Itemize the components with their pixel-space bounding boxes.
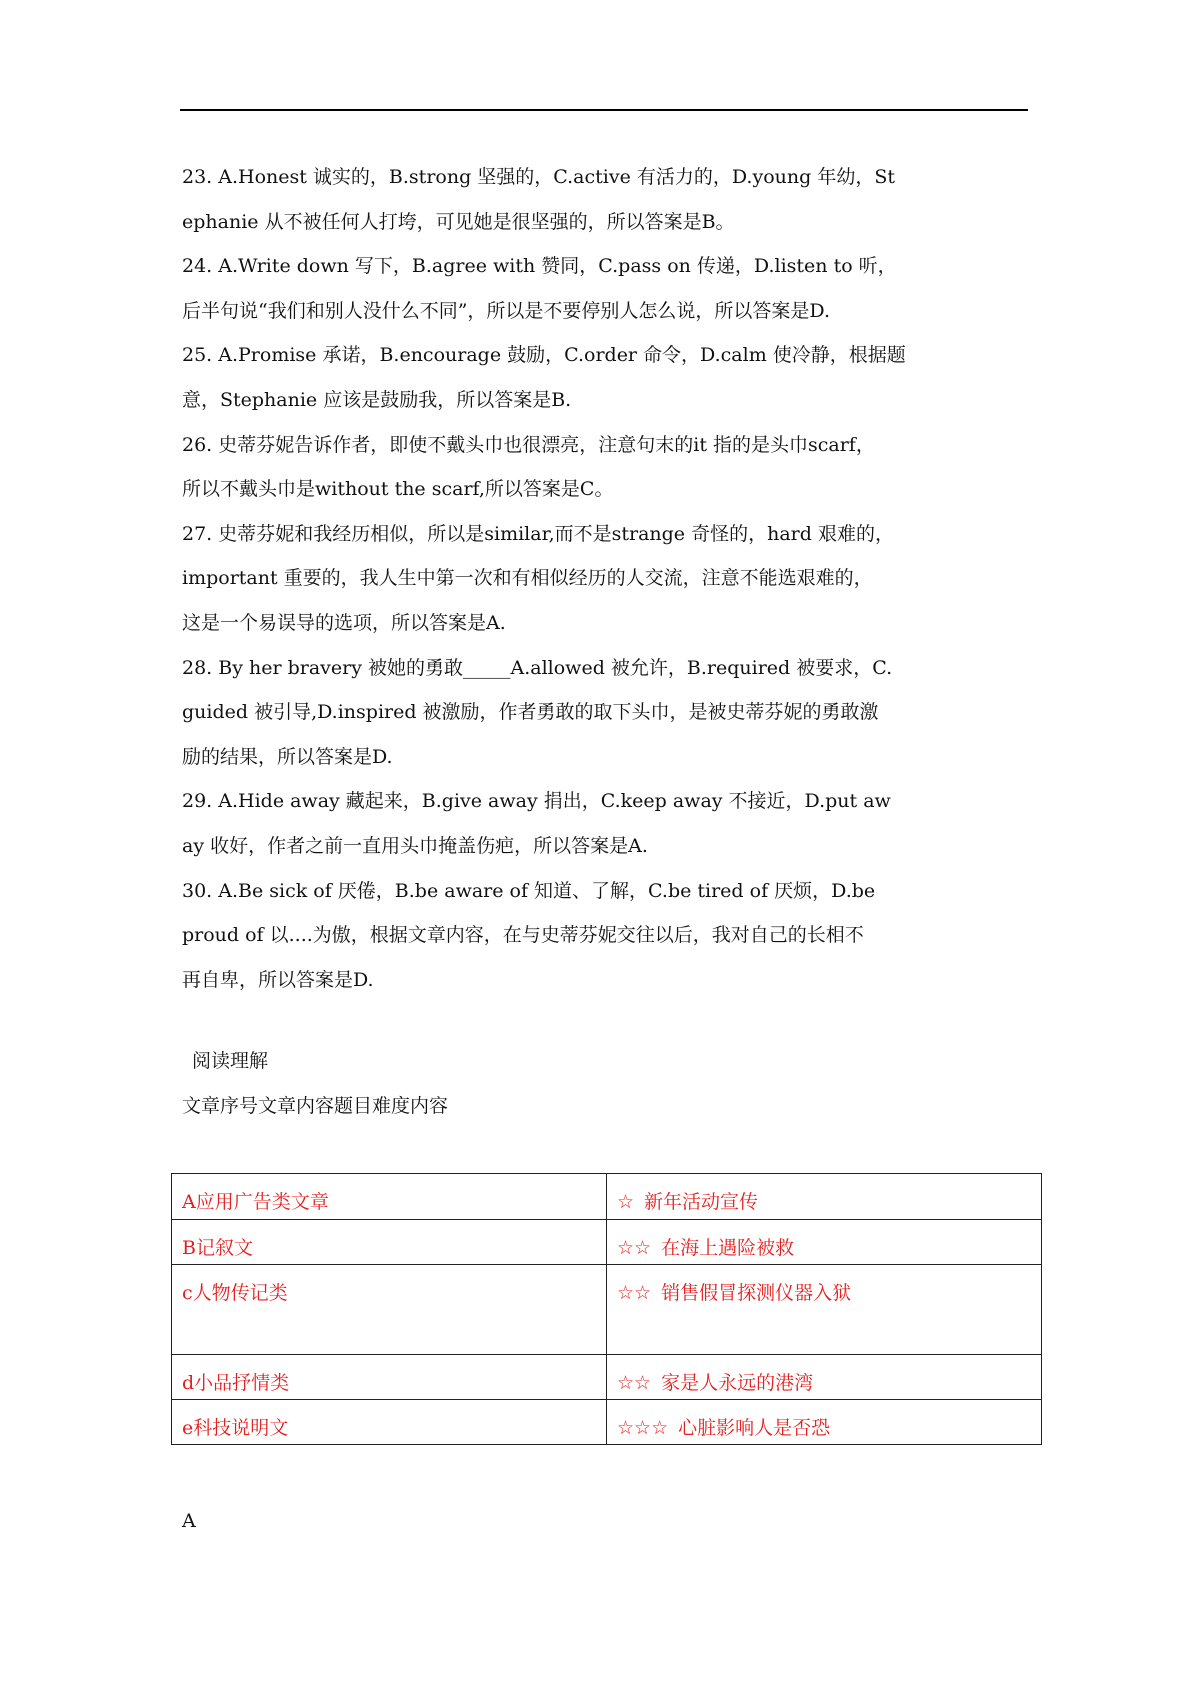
table-row xyxy=(172,1355,1042,1400)
article-content: 家是人永远的港湾 xyxy=(661,1372,814,1394)
answer-line: 所以不戴头巾是without the scarf,所以答案是C。 xyxy=(182,478,614,501)
article-type-cell: A应用广告类文章 xyxy=(172,1174,607,1220)
answer-explanations xyxy=(182,155,942,1002)
answer-line: guided 被引导,D.inspired 被激励，作者勇敢的取下头巾，是被史蒂芬妮的勇敢激 xyxy=(182,701,879,724)
article-type-cell: d小品抒情类 xyxy=(172,1355,607,1400)
article-content: 在海上遇险被救 xyxy=(661,1237,795,1259)
answer-line: 27. 史蒂芬妮和我经历相似，所以是similar,而不是strange 奇怪的，hard 艰难的， xyxy=(182,522,894,545)
difficulty-content-cell xyxy=(607,1355,1042,1400)
passage-label: A xyxy=(182,1510,196,1532)
article-content: 销售假冒探测仪器入狱 xyxy=(661,1282,852,1304)
table-row xyxy=(172,1174,1042,1220)
difficulty-stars: ☆☆ xyxy=(617,1282,652,1304)
table-row xyxy=(172,1265,1042,1355)
answer-line: 28. By her bravery 被她的勇敢_____A.allowed 被允许，B.required 被要求，C. xyxy=(182,656,893,679)
answer-line: 意，Stephanie 应该是鼓励我，所以答案是B. xyxy=(182,388,572,411)
answer-line: 26. 史蒂芬妮告诉作者，即使不戴头巾也很漂亮，注意句末的it 指的是头巾scarf， xyxy=(182,433,875,456)
difficulty-content-cell xyxy=(607,1400,1042,1445)
answer-line: 29. A.Hide away 藏起来，B.give away 捐出，C.keep away 不接近，D.put aw xyxy=(182,790,891,813)
article-table xyxy=(171,1173,1042,1445)
difficulty-content-cell xyxy=(607,1174,1042,1220)
answer-line: important 重要的，我人生中第一次和有相似经历的人交流，注意不能选艰难的， xyxy=(182,567,873,590)
answer-line: proud of 以....为傲，根据文章内容，在与史蒂芬妮交往以后，我对自己的长相不 xyxy=(182,924,864,947)
header-rule xyxy=(180,109,1028,111)
answer-line: 再自卑，所以答案是D. xyxy=(182,968,374,991)
answer-line: 23. A.Honest 诚实的，B.strong 坚强的，C.active 有活力的，D.young 年幼，St xyxy=(182,166,895,188)
answer-line: 25. A.Promise 承诺，B.encourage 鼓励，C.order 命令，D.calm 使冷静，根据题 xyxy=(182,344,906,367)
difficulty-stars: ☆☆ xyxy=(617,1237,652,1259)
article-content: 新年活动宣传 xyxy=(644,1191,759,1213)
table-row xyxy=(172,1220,1042,1265)
difficulty-stars: ☆☆☆ xyxy=(617,1417,669,1439)
difficulty-stars: ☆☆ xyxy=(617,1372,652,1394)
answer-line: 励的结果，所以答案是D. xyxy=(182,745,393,768)
article-type-cell: B记叙文 xyxy=(172,1220,607,1265)
article-type-cell: e科技说明文 xyxy=(172,1400,607,1445)
answer-line: 这是一个易误导的选项，所以答案是A. xyxy=(182,611,506,634)
difficulty-stars: ☆ xyxy=(617,1191,635,1213)
answer-line: ay 收好，作者之前一直用头巾掩盖伤疤，所以答案是A. xyxy=(182,834,648,857)
answer-line: 30. A.Be sick of 厌倦，B.be aware of 知道、了解，C.be tired of 厌烦，D.be xyxy=(182,879,876,902)
answer-line: 24. A.Write down 写下，B.agree with 赞同，C.pass on 传递，D.listen to 听， xyxy=(182,255,897,278)
difficulty-content-cell xyxy=(607,1265,1042,1355)
table-row xyxy=(172,1400,1042,1445)
article-content: 心脏影响人是否恐 xyxy=(678,1417,831,1439)
answer-line: ephanie 从不被任何人打垮，可见她是很坚强的，所以答案是B。 xyxy=(182,210,735,233)
table-caption: 文章序号文章内容题目难度内容 xyxy=(182,1095,449,1117)
difficulty-content-cell xyxy=(607,1220,1042,1265)
section-heading: 阅读理解 xyxy=(192,1050,269,1072)
article-type-cell: c人物传记类 xyxy=(172,1265,607,1355)
answer-line: 后半句说“我们和别人没什么不同”，所以是不要停别人怎么说，所以答案是D. xyxy=(182,299,831,322)
